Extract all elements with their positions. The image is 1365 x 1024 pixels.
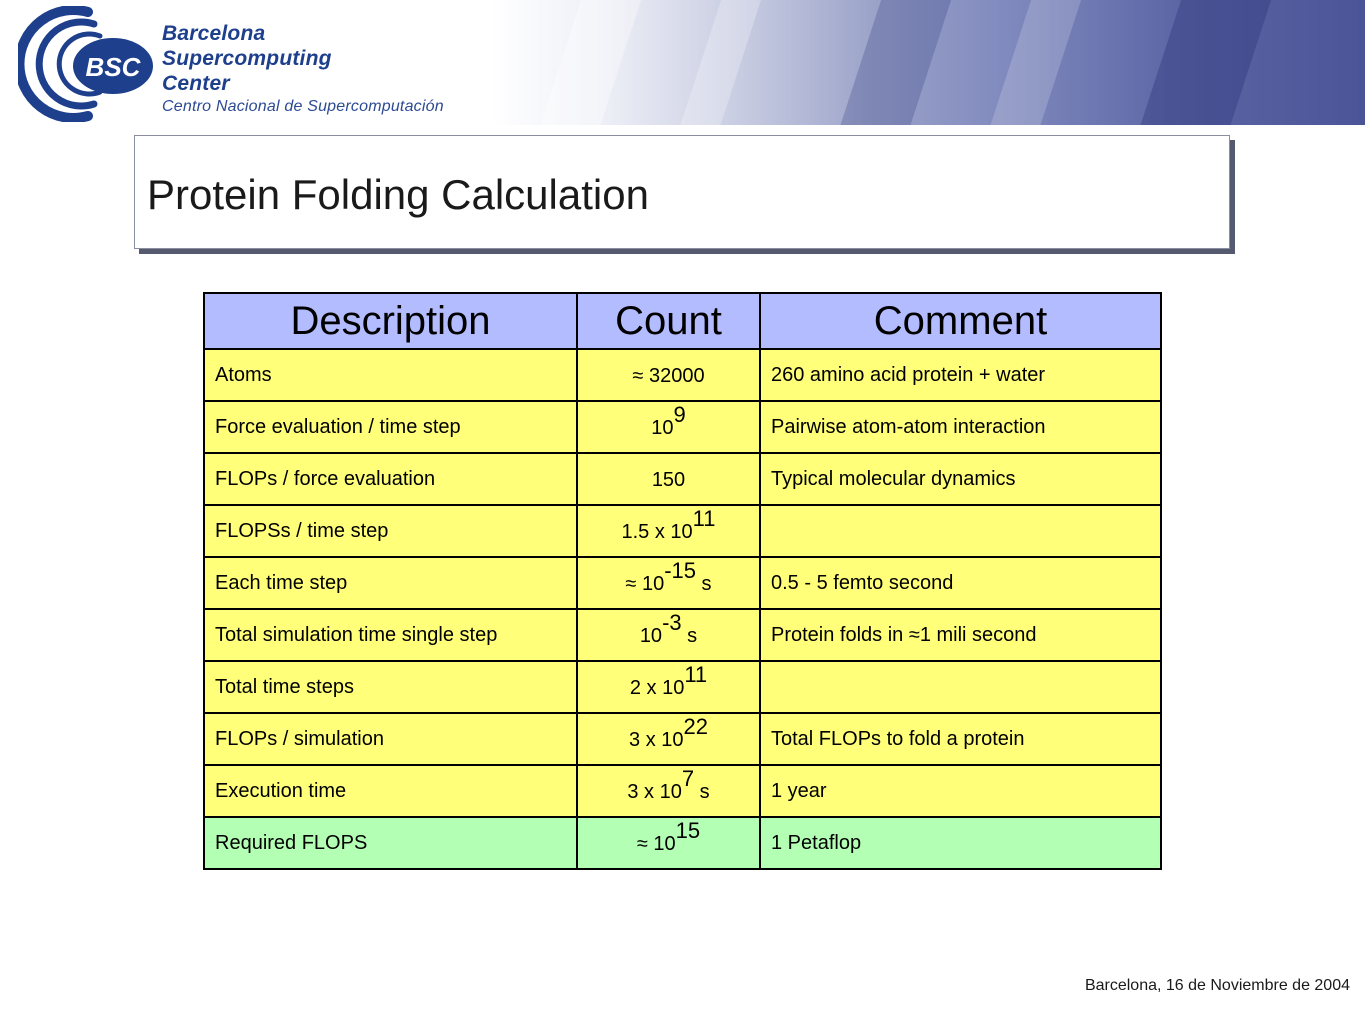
cell-count [577,557,760,609]
cell-description: Total time steps [204,661,577,713]
bsc-logo [18,6,158,122]
count-unit: s [696,573,712,595]
count-exponent: 11 [692,506,716,531]
cell-comment: 260 amino acid protein + water [760,349,1161,401]
cell-comment: 1 year [760,765,1161,817]
count-base: 150 [651,469,686,491]
table-row [204,453,1161,505]
table-row [204,765,1161,817]
cell-comment [760,661,1161,713]
cell-count [577,453,760,505]
cell-comment: 1 Petaflop [760,817,1161,869]
cell-description: Required FLOPS [204,817,577,869]
count-unit: s [681,625,698,647]
title-box [134,135,1230,249]
table-row [204,713,1161,765]
cell-comment: Pairwise atom-atom interaction [760,401,1161,453]
cell-description: FLOPs / simulation [204,713,577,765]
table-row [204,401,1161,453]
header-count: Count [577,293,760,349]
cell-comment: Protein folds in ≈1 mili second [760,609,1161,661]
brand-name-line3: Center [162,72,230,95]
footer-date: Barcelona, 16 de Noviembre de 2004 [1084,977,1350,994]
count-exponent: 22 [683,714,708,739]
header-banner [0,0,1365,125]
cell-comment: Total FLOPs to fold a protein [760,713,1161,765]
table-row [204,661,1161,713]
cell-description: FLOPSs / time step [204,505,577,557]
table-row [204,349,1161,401]
table-row [204,609,1161,661]
cell-count [577,401,760,453]
count-base: 3 x 10 [629,729,684,751]
cell-description: Atoms [204,349,577,401]
cell-description: Execution time [204,765,577,817]
count-exponent: 9 [673,402,686,427]
calculation-table [203,292,1162,870]
cell-count [577,505,760,557]
cell-description: Force evaluation / time step [204,401,577,453]
cell-comment: Typical molecular dynamics [760,453,1161,505]
count-exponent: 15 [675,818,701,843]
count-base: 10 [639,625,663,647]
cell-count [577,817,760,869]
table-row [204,505,1161,557]
cell-description: Each time step [204,557,577,609]
count-base: 3 x 10 [627,781,682,803]
logo-text: BSC [85,52,141,82]
count-exponent: 11 [684,662,708,687]
brand-name-line2: Supercomputing [162,47,332,70]
count-unit: s [694,781,710,803]
cell-comment [760,505,1161,557]
header-comment: Comment [760,293,1161,349]
cell-count [577,765,760,817]
count-base: ≈ 32000 [632,365,705,387]
cell-description: Total simulation time single step [204,609,577,661]
count-exponent: -15 [664,558,696,583]
count-exponent: -3 [662,610,682,635]
cell-comment: 0.5 - 5 femto second [760,557,1161,609]
page-title: Protein Folding Calculation [147,171,649,218]
count-base: 10 [651,417,674,439]
cell-count [577,661,760,713]
table-row [204,557,1161,609]
cell-count [577,609,760,661]
count-exponent: 7 [681,766,695,791]
cell-count [577,349,760,401]
table-header-row [204,293,1161,349]
count-base: 2 x 10 [629,677,685,699]
brand-name-line1: Barcelona [162,22,266,45]
count-base: 1.5 x 10 [621,521,693,543]
table-row [204,817,1161,869]
cell-description: FLOPs / force evaluation [204,453,577,505]
count-base: ≈ 10 [625,573,665,595]
cell-count [577,713,760,765]
brand-subtitle: Centro Nacional de Supercomputación [162,98,444,115]
count-base: ≈ 10 [636,833,676,855]
calculation-table-wrapper [203,292,1162,870]
header-description: Description [204,293,577,349]
